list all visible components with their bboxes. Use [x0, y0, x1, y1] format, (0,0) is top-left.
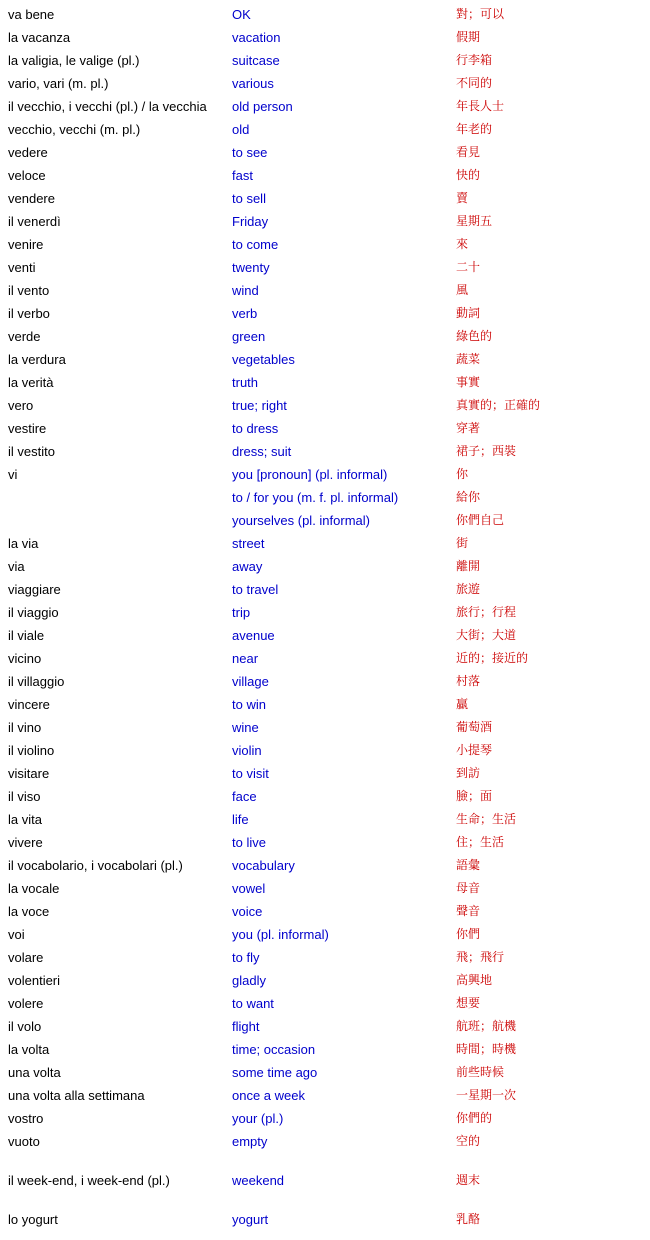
vocab-row	[0, 164, 650, 187]
vocab-row	[0, 417, 650, 440]
vocab-row	[0, 739, 650, 762]
chinese-translation: 時間；時機	[456, 1042, 517, 1056]
chinese-translation: 風	[456, 283, 469, 297]
italian-term: vi	[8, 467, 18, 482]
english-translation: time; occasion	[232, 1042, 316, 1057]
chinese-translation: 蔬菜	[456, 352, 481, 366]
english-translation: to see	[232, 145, 268, 160]
vocab-row	[0, 831, 650, 854]
english-translation: verb	[232, 306, 258, 321]
italian-term: il verbo	[8, 306, 50, 321]
chinese-translation: 年老的	[456, 122, 493, 136]
english-translation: vowel	[232, 881, 266, 896]
chinese-translation: 你們	[456, 927, 481, 941]
chinese-translation: 不同的	[456, 76, 493, 90]
italian-term: il vecchio, i vecchi (pl.) / la vecchia	[8, 99, 207, 114]
vocab-row	[0, 1084, 650, 1107]
vocab-row	[0, 762, 650, 785]
vocab-row	[0, 808, 650, 831]
english-translation: away	[232, 559, 263, 574]
italian-term: vivere	[8, 835, 43, 850]
english-translation: to come	[232, 237, 279, 252]
english-translation: to / for you (m. f. pl. informal)	[232, 490, 399, 505]
vocab-row	[0, 647, 650, 670]
italian-term: verde	[8, 329, 41, 344]
chinese-translation: 旅遊	[456, 582, 481, 596]
vocab-row	[0, 854, 650, 877]
english-translation: street	[232, 536, 265, 551]
chinese-translation: 看見	[456, 145, 481, 159]
english-translation: yogurt	[232, 1212, 269, 1227]
chinese-translation: 聲音	[456, 904, 481, 918]
chinese-translation: 裙子；西裝	[456, 444, 517, 458]
italian-term: veloce	[8, 168, 46, 183]
chinese-translation: 村落	[456, 674, 481, 688]
english-translation: some time ago	[232, 1065, 318, 1080]
italian-term: vendere	[8, 191, 55, 206]
english-translation: true; right	[232, 398, 287, 413]
english-translation: vocabulary	[232, 858, 295, 873]
chinese-translation: 行李箱	[456, 53, 493, 67]
vocab-row	[0, 486, 650, 509]
english-translation: vacation	[232, 30, 281, 45]
italian-term: vostro	[8, 1111, 44, 1126]
italian-term: una volta alla settimana	[8, 1088, 145, 1103]
english-translation: near	[232, 651, 259, 666]
vocab-row	[0, 1038, 650, 1061]
chinese-translation: 你們的	[456, 1111, 493, 1125]
vocab-row	[0, 302, 650, 325]
italian-term: la vita	[8, 812, 42, 827]
italian-term: vecchio, vecchi (m. pl.)	[8, 122, 141, 137]
vocab-row	[0, 49, 650, 72]
italian-term: il violino	[8, 743, 55, 758]
italian-term: il viale	[8, 628, 45, 643]
vocab-row	[0, 1061, 650, 1084]
chinese-translation: 離開	[456, 559, 481, 573]
vocab-row	[0, 1208, 650, 1231]
english-translation: to dress	[232, 421, 279, 436]
english-translation: voice	[232, 904, 263, 919]
english-translation: life	[232, 812, 249, 827]
english-translation: old	[232, 122, 250, 137]
italian-term: volare	[8, 950, 44, 965]
vocab-row	[0, 233, 650, 256]
chinese-translation: 年長人士	[456, 99, 505, 113]
vocab-row	[0, 95, 650, 118]
english-translation: trip	[232, 605, 251, 620]
chinese-translation: 二十	[456, 260, 481, 274]
chinese-translation: 近的；接近的	[456, 651, 529, 665]
english-translation: to win	[232, 697, 266, 712]
vocab-row	[0, 325, 650, 348]
chinese-translation: 賣	[456, 191, 469, 205]
italian-term: il vestito	[8, 444, 55, 459]
chinese-translation: 穿著	[456, 421, 481, 435]
italian-term: il week-end, i week-end (pl.)	[8, 1173, 170, 1188]
chinese-translation: 綠色的	[456, 329, 493, 343]
chinese-translation: 到訪	[456, 766, 481, 780]
chinese-translation: 贏	[456, 697, 469, 711]
chinese-translation: 真實的；正確的	[456, 398, 541, 412]
chinese-translation: 臉；面	[456, 789, 493, 803]
italian-term: vuoto	[8, 1134, 40, 1149]
vocab-row	[0, 877, 650, 900]
chinese-translation: 前些時候	[456, 1065, 505, 1079]
chinese-translation: 你們自己	[456, 513, 505, 527]
vocab-row	[0, 1015, 650, 1038]
chinese-translation: 來	[456, 237, 469, 251]
vocab-row	[0, 118, 650, 141]
vocab-row	[0, 348, 650, 371]
italian-term: il vino	[8, 720, 42, 735]
english-translation: violin	[232, 743, 262, 758]
italian-term: il volo	[8, 1019, 42, 1034]
english-translation: various	[232, 76, 274, 91]
vocab-row	[0, 1169, 650, 1192]
english-translation: empty	[232, 1134, 268, 1149]
english-translation: gladly	[232, 973, 266, 988]
vocabulary-list	[0, 3, 650, 1231]
italian-term: la verità	[8, 375, 54, 390]
vocab-row	[0, 187, 650, 210]
italian-term: volentieri	[8, 973, 61, 988]
english-translation: fast	[232, 168, 253, 183]
italian-term: una volta	[8, 1065, 61, 1080]
chinese-translation: 大街；大道	[456, 628, 517, 642]
english-translation: to live	[232, 835, 266, 850]
english-translation: OK	[232, 7, 251, 22]
chinese-translation: 事實	[456, 375, 481, 389]
italian-term: vincere	[8, 697, 50, 712]
italian-term: la verdura	[8, 352, 66, 367]
italian-term: vario, vari (m. pl.)	[8, 76, 109, 91]
vocab-row	[0, 785, 650, 808]
vocab-row	[0, 26, 650, 49]
chinese-translation: 星期五	[456, 214, 493, 228]
chinese-translation: 給你	[456, 490, 481, 504]
english-translation: once a week	[232, 1088, 305, 1103]
italian-term: via	[8, 559, 25, 574]
chinese-translation: 航班；航機	[456, 1019, 517, 1033]
english-translation: yourselves (pl. informal)	[232, 513, 370, 528]
vocab-row	[0, 256, 650, 279]
chinese-translation: 飛；飛行	[456, 950, 505, 964]
vocab-row	[0, 716, 650, 739]
english-translation: Friday	[232, 214, 269, 229]
italian-term: il vento	[8, 283, 50, 298]
vocab-row	[0, 693, 650, 716]
english-translation: avenue	[232, 628, 275, 643]
italian-term: voi	[8, 927, 25, 942]
english-translation: wind	[232, 283, 259, 298]
vocab-row	[0, 969, 650, 992]
vocab-row	[0, 509, 650, 532]
italian-term: la via	[8, 536, 39, 551]
vocab-row	[0, 463, 650, 486]
chinese-translation: 乳酪	[456, 1212, 481, 1226]
italian-term: il venerdì	[8, 214, 61, 229]
italian-term: lo yogurt	[8, 1212, 58, 1227]
italian-term: la volta	[8, 1042, 50, 1057]
english-translation: to fly	[232, 950, 260, 965]
chinese-translation: 葡萄酒	[456, 720, 493, 734]
english-translation: village	[232, 674, 269, 689]
vocab-row	[0, 900, 650, 923]
chinese-translation: 小提琴	[456, 743, 493, 757]
english-translation: weekend	[232, 1173, 285, 1188]
english-translation: wine	[232, 720, 259, 735]
vocab-row	[0, 279, 650, 302]
vocab-row	[0, 578, 650, 601]
italian-term: la vocale	[8, 881, 60, 896]
italian-term: vero	[8, 398, 34, 413]
english-translation: suitcase	[232, 53, 280, 68]
chinese-translation: 母音	[456, 881, 481, 895]
english-translation: green	[232, 329, 266, 344]
chinese-translation: 週末	[456, 1173, 481, 1187]
vocab-row	[0, 1130, 650, 1153]
english-translation: flight	[232, 1019, 260, 1034]
italian-term: la voce	[8, 904, 50, 919]
chinese-translation: 住；生活	[456, 835, 505, 849]
italian-term: il viaggio	[8, 605, 59, 620]
vocab-row	[0, 440, 650, 463]
italian-term: vedere	[8, 145, 48, 160]
vocab-row	[0, 141, 650, 164]
chinese-translation: 一星期一次	[456, 1088, 517, 1102]
vocab-row	[0, 1107, 650, 1130]
italian-term: visitare	[8, 766, 50, 781]
vocab-row	[0, 72, 650, 95]
italian-term: venire	[8, 237, 44, 252]
english-translation: dress; suit	[232, 444, 292, 459]
italian-term: viaggiare	[8, 582, 61, 597]
italian-term: venti	[8, 260, 36, 275]
english-translation: to sell	[232, 191, 266, 206]
english-translation: your (pl.)	[232, 1111, 284, 1126]
english-translation: to visit	[232, 766, 269, 781]
english-translation: face	[232, 789, 257, 804]
vocab-row	[0, 601, 650, 624]
italian-term: volere	[8, 996, 44, 1011]
vocab-row	[0, 923, 650, 946]
chinese-translation: 動詞	[456, 306, 481, 320]
vocab-row	[0, 371, 650, 394]
vocab-row	[0, 394, 650, 417]
chinese-translation: 想要	[456, 996, 481, 1010]
vocab-row	[0, 532, 650, 555]
chinese-translation: 高興地	[456, 973, 493, 987]
italian-term: il villaggio	[8, 674, 65, 689]
english-translation: twenty	[232, 260, 270, 275]
english-translation: truth	[232, 375, 259, 390]
english-translation: to travel	[232, 582, 279, 597]
italian-term: vicino	[8, 651, 42, 666]
italian-term: la vacanza	[8, 30, 71, 45]
english-translation: you [pronoun] (pl. informal)	[232, 467, 388, 482]
vocab-row	[0, 624, 650, 647]
chinese-translation: 旅行；行程	[456, 605, 517, 619]
vocab-row	[0, 992, 650, 1015]
italian-term: va bene	[8, 7, 55, 22]
english-translation: old person	[232, 99, 293, 114]
english-translation: vegetables	[232, 352, 295, 367]
chinese-translation: 對；可以	[456, 7, 505, 21]
chinese-translation: 假期	[456, 30, 481, 44]
chinese-translation: 街	[456, 536, 469, 550]
italian-term: il vocabolario, i vocabolari (pl.)	[8, 858, 183, 873]
english-translation: you (pl. informal)	[232, 927, 329, 942]
english-translation: to want	[232, 996, 274, 1011]
vocab-row	[0, 210, 650, 233]
vocab-row	[0, 946, 650, 969]
chinese-translation: 語彙	[456, 858, 481, 872]
chinese-translation: 空的	[456, 1134, 481, 1148]
vocab-row	[0, 555, 650, 578]
chinese-translation: 快的	[456, 168, 481, 182]
vocab-row	[0, 670, 650, 693]
italian-term: la valigia, le valige (pl.)	[8, 53, 140, 68]
chinese-translation: 生命；生活	[456, 812, 517, 826]
italian-term: il viso	[8, 789, 41, 804]
italian-term: vestire	[8, 421, 47, 436]
chinese-translation: 你	[456, 467, 469, 481]
vocab-row	[0, 3, 650, 26]
